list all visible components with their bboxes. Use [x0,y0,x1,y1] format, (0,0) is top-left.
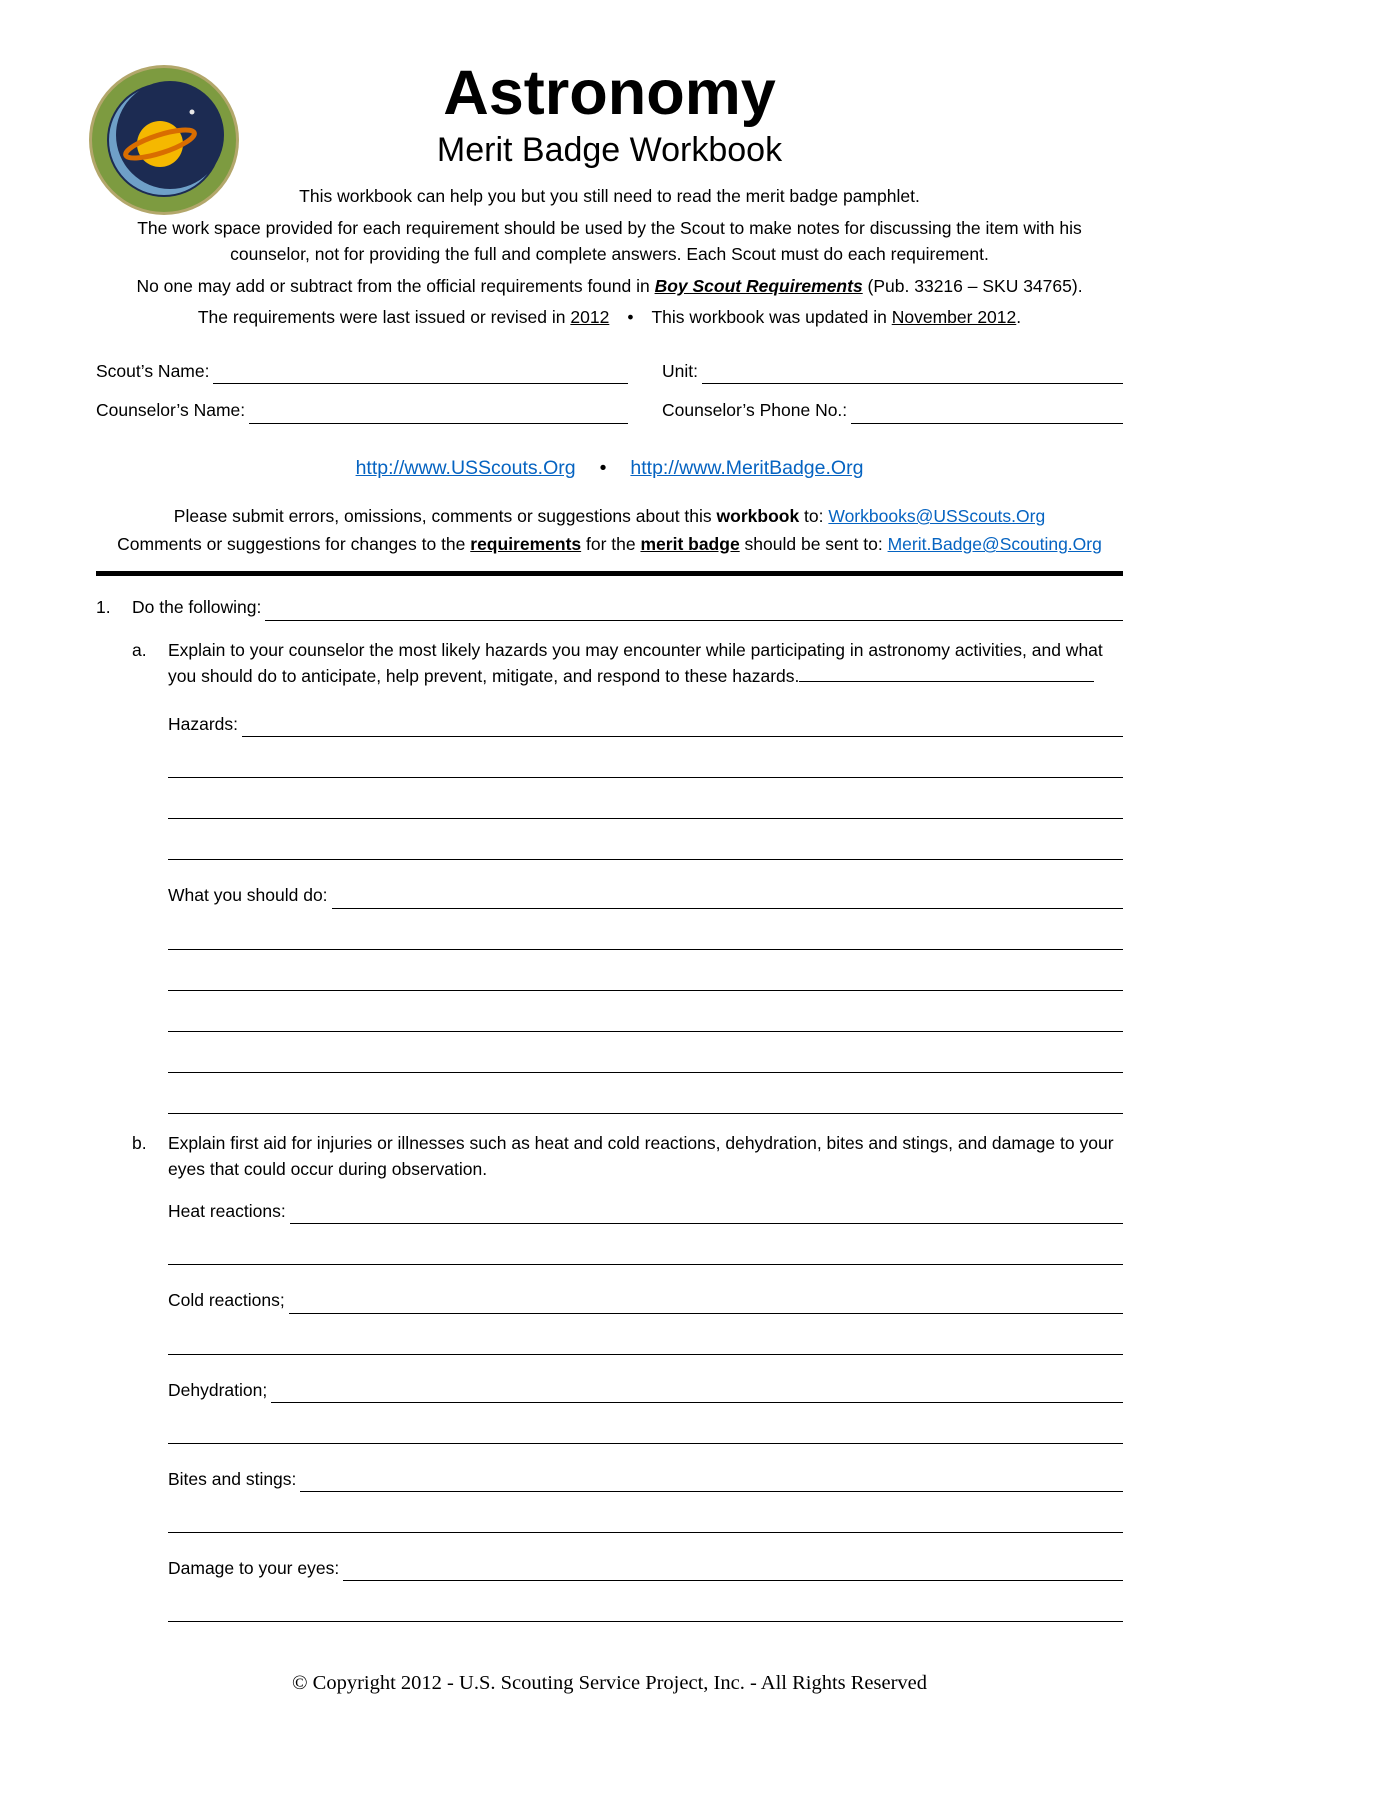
update-date: November 2012 [891,306,1017,327]
comments-note-merit-badge: merit badge [640,534,740,555]
scout-unit-row [96,358,1123,384]
requirement-1a [96,637,1123,1114]
dehydration-line [168,1377,1123,1403]
requirement-1a-body [168,637,1123,1114]
submit-note-pre: Please submit errors, omissions, comments or suggestions about this [173,505,717,526]
header [96,0,1123,330]
workbooks-email-link[interactable]: Workbooks@USScouts.Org [828,505,1046,526]
comments-note-requirements: requirements [470,534,582,555]
comments-note-mid1: for the [581,534,641,555]
website-links-row [96,454,1123,483]
blank-line [168,1314,1123,1355]
requirement-1-label: Do the following: [132,597,262,618]
cold-reactions-field [289,1292,1123,1314]
bites-stings-label: Bites and stings: [168,1468,297,1489]
blank-line [168,1032,1123,1073]
what-you-should-do-field [332,887,1123,909]
comments-note-pre: Comments or suggestions for changes to the [117,534,471,555]
eye-damage-line [168,1555,1123,1581]
blank-line [168,991,1123,1032]
requirement-1-heading [96,594,1123,620]
cold-reactions-label: Cold reactions; [168,1290,285,1311]
meritbadge-email-link[interactable]: Merit.Badge@Scouting.Org [887,534,1102,555]
requirement-1-number: 1. [96,597,111,618]
blank-line [168,737,1123,778]
what-you-should-do-label: What you should do: [168,885,328,906]
heat-reactions-line [168,1198,1123,1224]
page-subtitle: Merit Badge Workbook [436,131,783,170]
requirement-1b [96,1130,1123,1623]
comments-note-mid2: should be sent to: [739,534,888,555]
requirement-1a-field [799,666,1094,682]
intro-line-2: The work space provided for each requirement should be used by the Scout to make notes for discussing the item with his counselor, not for providing the full and complete answers. Each Scout must do each requirement. [137,218,1082,265]
blank-line [168,1403,1123,1444]
unit-label: Unit: [662,361,698,382]
cold-reactions-line [168,1287,1123,1313]
eye-damage-field [343,1559,1123,1581]
scout-name-group [96,358,628,384]
submit-note-workbook: workbook [716,505,800,526]
blank-line [168,1073,1123,1114]
dehydration-field [271,1381,1123,1403]
identity-form [96,358,1123,424]
intro-line-3-pre: No one may add or subtract from the official requirements found in [136,275,655,296]
eye-damage-label: Damage to your eyes: [168,1558,340,1579]
scout-name-field [213,362,628,384]
hazards-field [242,715,1123,737]
revision-year: 2012 [570,306,610,327]
blank-line [168,778,1123,819]
badge-svg [88,64,240,216]
update-period: . [1016,306,1022,327]
blank-line [168,1581,1123,1622]
page-title: Astronomy [443,58,776,128]
requirement-1b-letter: b. [132,1132,147,1153]
astronomy-merit-badge-icon [88,64,240,216]
counselor-row [96,397,1123,423]
requirement-1 [96,594,1123,1622]
requirement-1b-text: Explain first aid for injuries or illnesses such as heat and cold reactions, dehydration, bites and stings, and damage to your eyes that could occur during observation. [168,1132,1114,1179]
boy-scout-requirements-ref: Boy Scout Requirements [654,275,863,296]
requirement-1a-letter: a. [132,639,147,660]
counselor-phone-group [662,397,1123,423]
links-bullet: • [599,456,607,479]
counselor-name-group [96,397,628,423]
heat-reactions-label: Heat reactions: [168,1201,286,1222]
counselor-name-field [249,402,628,424]
blank-line [168,819,1123,860]
copyright-footer: © Copyright 2012 - U.S. Scouting Service Project, Inc. - All Rights Reserved [291,1672,928,1695]
requirement-1b-body [168,1130,1123,1623]
requirement-1-field [265,599,1123,621]
what-you-should-do-line [168,882,1123,908]
intro-line-4 [96,304,1123,330]
counselor-name-label: Counselor’s Name: [96,400,246,421]
section-divider [96,571,1123,576]
meritbadge-link[interactable]: http://www.MeritBadge.Org [630,456,864,479]
blank-line [168,950,1123,991]
intro-line-3 [96,273,1123,299]
requirement-1a-text-line [168,637,1123,690]
intro-line-1: This workbook can help you but you still need to read the merit badge pamphlet. [299,185,920,206]
unit-group [662,358,1123,384]
update-text: This workbook was updated in [651,306,892,327]
blank-line [168,1224,1123,1265]
requirement-1a-text: Explain to your counselor the most likely hazards you may encounter while participating in astronomy activities, and what you should do to anticipate, help prevent, mitigate, and respond to these hazards. [168,639,1103,686]
counselor-phone-field [851,402,1123,424]
intro-line-3-post: (Pub. 33216 – SKU 34765). [862,275,1083,296]
blank-line [168,909,1123,950]
submit-note-mid: to: [799,505,829,526]
heat-reactions-field [290,1202,1123,1224]
bites-stings-field [300,1470,1123,1492]
scout-name-label: Scout’s Name: [96,361,210,382]
bites-stings-line [168,1466,1123,1492]
unit-field [702,362,1123,384]
revision-text: The requirements were last issued or revised in [197,306,571,327]
submit-note [96,503,1123,529]
counselor-phone-label: Counselor’s Phone No.: [662,400,848,421]
usscouts-link[interactable]: http://www.USScouts.Org [355,456,576,479]
dehydration-label: Dehydration; [168,1379,268,1400]
hazards-line [168,711,1123,737]
hazards-label: Hazards: [168,714,239,735]
comments-note [96,531,1123,557]
blank-line [168,1492,1123,1533]
bullet-separator: • [627,306,634,327]
